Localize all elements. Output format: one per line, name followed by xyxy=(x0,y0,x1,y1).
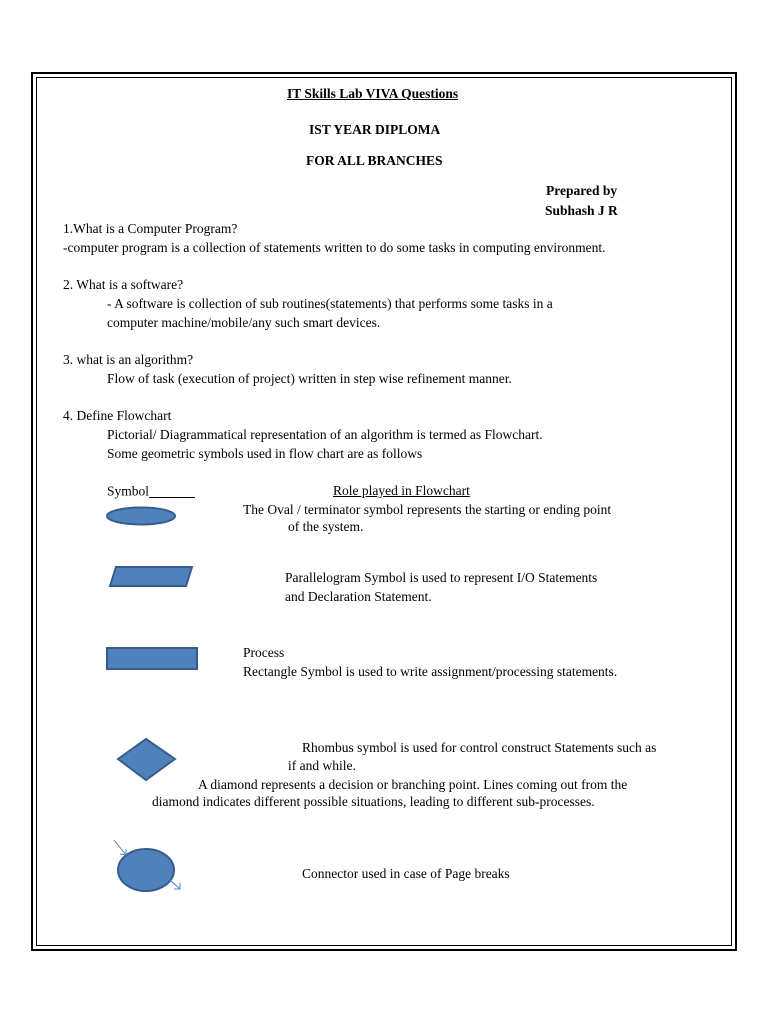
rhombus-description-line4: diamond indicates different possible situations, leading to different sub-processes. xyxy=(152,794,595,809)
q3-question: 3. what is an algorithm? xyxy=(63,352,194,367)
parallelogram-description-line1: Parallelogram Symbol is used to represent I/O Statements xyxy=(285,570,598,585)
oval-description-line2: of the system. xyxy=(288,519,364,534)
rectangle-description-line2: Rectangle Symbol is used to write assignment/processing statements. xyxy=(243,664,618,679)
symbol-column-header xyxy=(107,484,195,498)
connector-icon xyxy=(110,838,186,894)
document-branches: FOR ALL BRANCHES xyxy=(306,153,443,168)
symbol-column-label: Symbol xyxy=(107,483,150,499)
rhombus-description-line1: Rhombus symbol is used for control construct Statements such as xyxy=(302,740,657,755)
q4-answer-line1: Pictorial/ Diagrammatical representation of an algorithm is termed as Flowchart. xyxy=(107,427,543,442)
prepared-by-label: Prepared by xyxy=(546,183,618,198)
oval-description-line1: The Oval / terminator symbol represents the starting or ending point xyxy=(243,502,612,517)
q1-question: 1.What is a Computer Program? xyxy=(63,221,238,236)
rectangle-process-icon xyxy=(105,646,201,672)
rectangle-description-line1: Process xyxy=(243,645,285,660)
document-subtitle: IST YEAR DIPLOMA xyxy=(309,122,441,137)
role-column-header: Role played in Flowchart xyxy=(333,483,470,498)
q3-answer: Flow of task (execution of project) written in step wise refinement manner. xyxy=(107,371,512,386)
q1-answer: -computer program is a collection of statements written to do some tasks in computing environment. xyxy=(63,240,606,255)
q4-answer-line2: Some geometric symbols used in flow chart are as follows xyxy=(107,446,423,461)
document-title: IT Skills Lab VIVA Questions xyxy=(287,86,459,101)
rhombus-description-line2: if and while. xyxy=(288,758,356,773)
q2-answer-line2: computer machine/mobile/any such smart devices. xyxy=(107,315,381,330)
rhombus-decision-icon xyxy=(116,737,178,783)
parallelogram-description-line2: and Declaration Statement. xyxy=(285,589,432,604)
parallelogram-io-icon xyxy=(108,565,196,589)
oval-terminator-icon xyxy=(104,504,178,528)
connector-description: Connector used in case of Page breaks xyxy=(302,866,510,881)
rhombus-description-line3: A diamond represents a decision or branching point. Lines coming out from the xyxy=(198,777,628,792)
q2-question: 2. What is a software? xyxy=(63,277,184,292)
author-name: Subhash J R xyxy=(545,203,618,218)
q2-answer-line1: - A software is collection of sub routines(statements) that performs some tasks in a xyxy=(107,296,553,311)
q4-question: 4. Define Flowchart xyxy=(63,408,172,423)
